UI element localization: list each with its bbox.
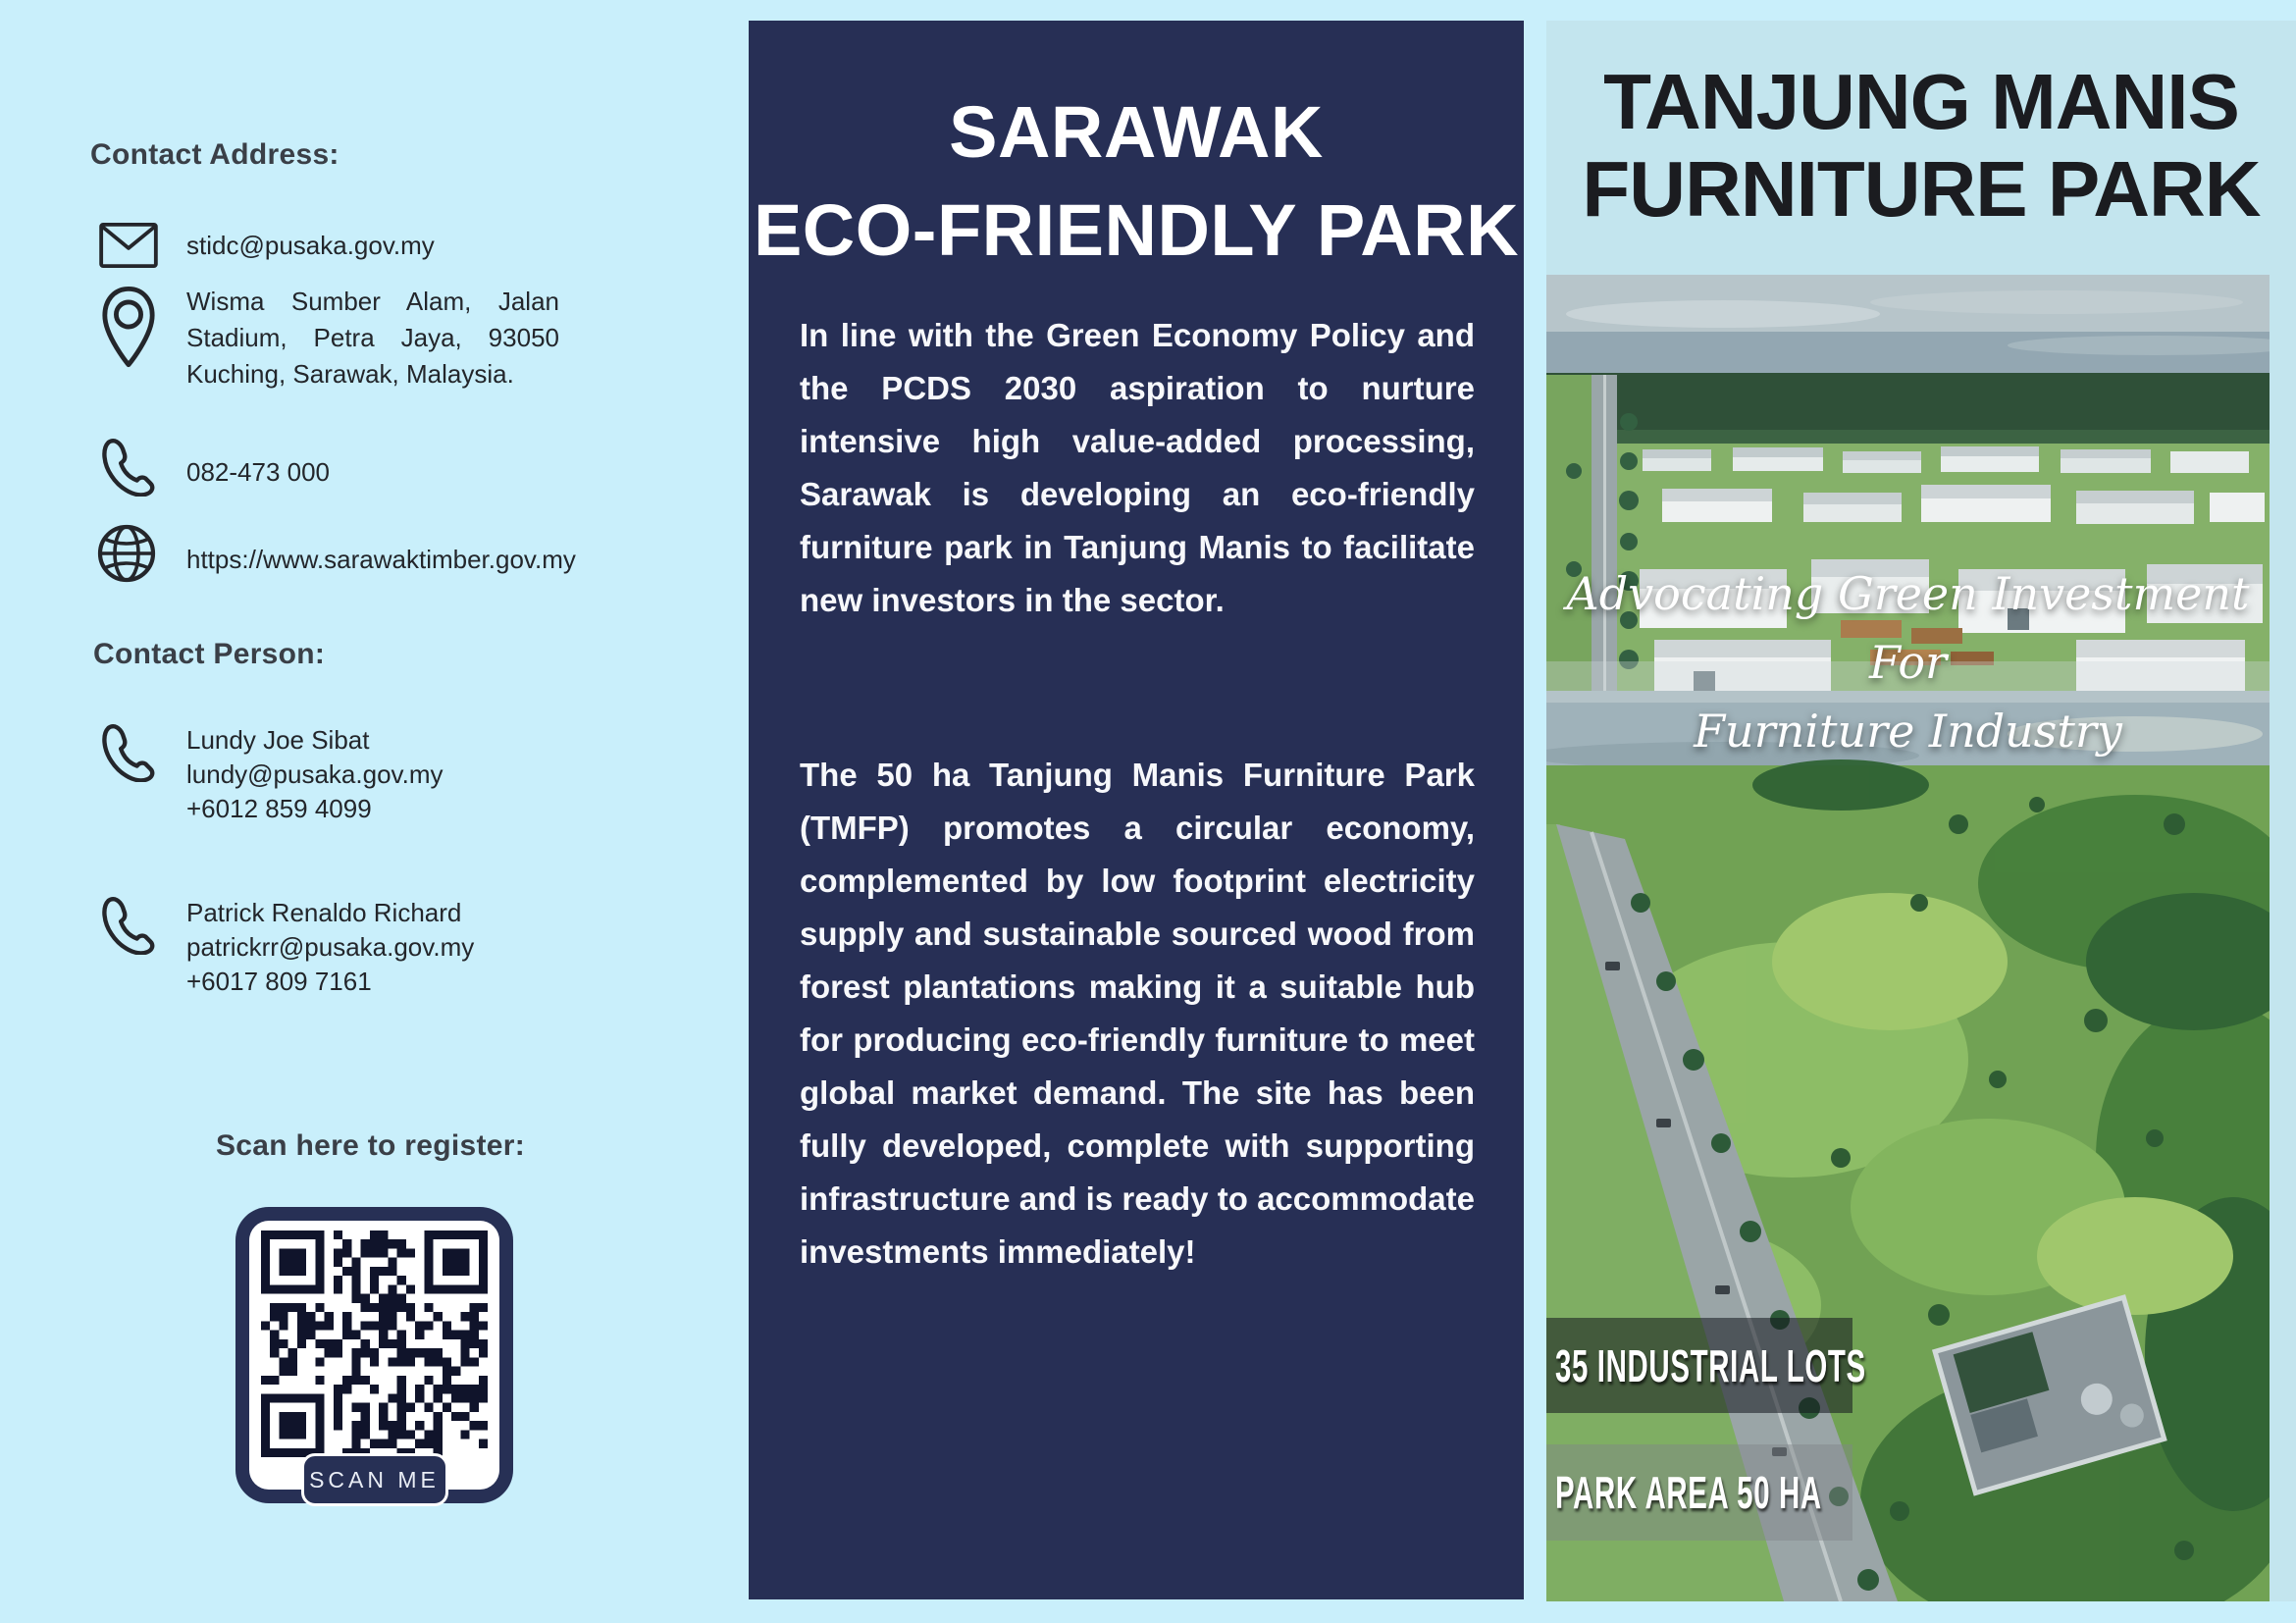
stat-badge-park-area xyxy=(1546,1444,1852,1541)
photo-caption-line2: Furniture Industry xyxy=(1694,705,2122,758)
location-pin-icon xyxy=(100,285,157,371)
contact-name: Patrick Renaldo Richard xyxy=(186,898,462,927)
scan-to-register-heading: Scan here to register: xyxy=(216,1129,526,1162)
qr-code-frame xyxy=(235,1207,513,1503)
eco-park-title-line2: ECO-FRIENDLY PARK xyxy=(753,189,1520,271)
page-title-line2: FURNITURE PARK xyxy=(1582,145,2261,233)
intro-paragraph: In line with the Green Economy Policy and the PCDS 2030 aspiration to nurture intensive high value-added processing, Sarawak is developing an eco-friendly furniture park in Tanjung Manis to facilitate new investors in the sector. xyxy=(800,317,1475,618)
phone-icon xyxy=(95,721,156,782)
stat-badge-industrial-lots xyxy=(1546,1318,1866,1413)
qr-code xyxy=(261,1230,488,1457)
globe-icon xyxy=(95,522,158,585)
contact-person-1 xyxy=(186,723,444,826)
qr-code-background xyxy=(249,1221,499,1490)
address-text: Wisma Sumber Alam, Jalan Stadium, Petra Jaya, 93050 Kuching, Sarawak, Malaysia. xyxy=(186,287,559,389)
scan-me-badge xyxy=(301,1453,448,1506)
email-icon xyxy=(98,222,159,269)
scan-me-label: SCAN ME xyxy=(309,1466,440,1492)
contact-phone: +6017 809 7161 xyxy=(186,967,372,996)
contact-name: Lundy Joe Sibat xyxy=(186,725,370,755)
phone-icon xyxy=(95,436,156,497)
photo-caption-line1: Advocating Green Investment For xyxy=(1566,567,2250,689)
stat-badge-text: 35 INDUSTRIAL LOTS xyxy=(1554,1339,1866,1391)
contact-email[interactable]: patrickrr@pusaka.gov.my xyxy=(186,932,475,962)
phone-icon xyxy=(95,894,156,955)
contact-person-2 xyxy=(186,896,474,999)
stat-badge-text: PARK AREA 50 HA xyxy=(1554,1467,1822,1518)
phone-text: 082-473 000 xyxy=(186,457,331,487)
contact-phone: +6012 859 4099 xyxy=(186,794,372,823)
contact-email[interactable]: lundy@pusaka.gov.my xyxy=(186,759,444,789)
page-title-line1: TANJUNG MANIS xyxy=(1603,58,2239,145)
page-title xyxy=(1546,58,2296,233)
contact-person-heading: Contact Person: xyxy=(93,638,326,670)
photo-caption xyxy=(1546,559,2270,765)
eco-park-title xyxy=(749,83,1524,280)
contact-address-heading: Contact Address: xyxy=(90,138,339,171)
email-text[interactable]: stidc@pusaka.gov.my xyxy=(186,231,435,260)
middle-panel xyxy=(749,21,1524,1599)
aerial-photo xyxy=(1546,275,2270,1601)
right-panel xyxy=(1546,21,2296,1601)
park-description-paragraph: The 50 ha Tanjung Manis Furniture Park (TMFP) promotes a circular economy, complemented by low footprint electricity supply and sustainable sourced wood from forest plantations making it a suitable hub for producing eco-friendly furniture to meet global market demand. The site has been fully developed, complete with supporting infrastructure and is ready to accommodate investments immediately! xyxy=(800,757,1475,1270)
eco-park-title-line1: SARAWAK xyxy=(949,91,1324,173)
website-url[interactable]: https://www.sarawaktimber.gov.my xyxy=(186,545,576,574)
